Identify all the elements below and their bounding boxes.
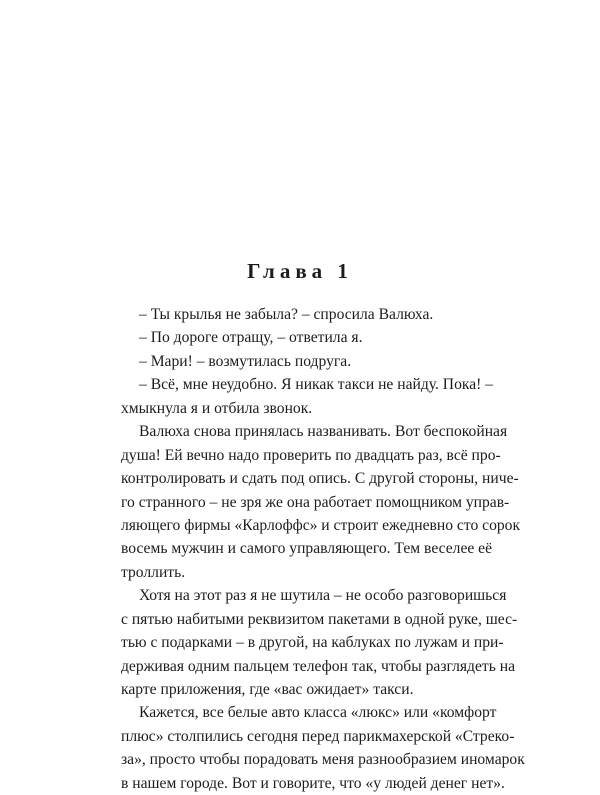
text-line: карте приложения, где «вас ожидает» такси. bbox=[121, 681, 414, 698]
text-line: ляющего фирмы «Карлоффс» и строит ежедневно сто сорок bbox=[121, 516, 521, 534]
text-line: – Ты крылья не забыла? – спросила Валюха. bbox=[139, 306, 434, 323]
text-line: с пятью набитыми реквизитом пакетами в одной руке, шес- bbox=[121, 610, 518, 628]
text-line: – Мари! – возмутилась подруга. bbox=[139, 352, 352, 370]
chapter-title: Глава 1 bbox=[247, 259, 353, 283]
text-line: го странного – не зря же она работает помощником управ- bbox=[121, 493, 510, 511]
text-line: Кажется, все белые авто класса «люкс» или «комфорт bbox=[139, 704, 497, 722]
text-line: душа! Ей вечно надо проверить по двадцать раз, всё про- bbox=[121, 446, 501, 464]
text-line: восемь мужчин и самого управляющего. Тем веселее её bbox=[121, 540, 493, 558]
text-line: плюс» столпились сегодня перед парикмахерской «Стреко- bbox=[121, 727, 515, 745]
text-line: Хотя на этот раз я не шутила – не особо разговоришься bbox=[139, 587, 507, 605]
text-line: Валюха снова принялась названивать. Вот беспокойная bbox=[139, 423, 508, 441]
text-line: тью с подарками – в другой, на каблуках по лужам и при- bbox=[121, 634, 504, 652]
text-line: троллить. bbox=[121, 563, 186, 581]
text-line: – По дороге отращу, – ответила я. bbox=[139, 329, 363, 347]
text-line: за», просто чтобы порадовать меня разнообразием иномарок bbox=[121, 751, 525, 769]
text-line: контролировать и сдать под опись. С другой стороны, ниче- bbox=[121, 470, 519, 488]
text-line: держивая одним пальцем телефон так, чтобы разглядеть на bbox=[121, 657, 516, 675]
chapter-text bbox=[121, 303, 525, 795]
text-line: – Всё, мне неудобно. Я никак такси не найду. Пока! – bbox=[139, 376, 494, 394]
text-line: хмыкнула я и отбила звонок. bbox=[121, 399, 313, 417]
text-line: в нашем городе. Вот и говорите, что «у людей денег нет». bbox=[121, 774, 505, 792]
